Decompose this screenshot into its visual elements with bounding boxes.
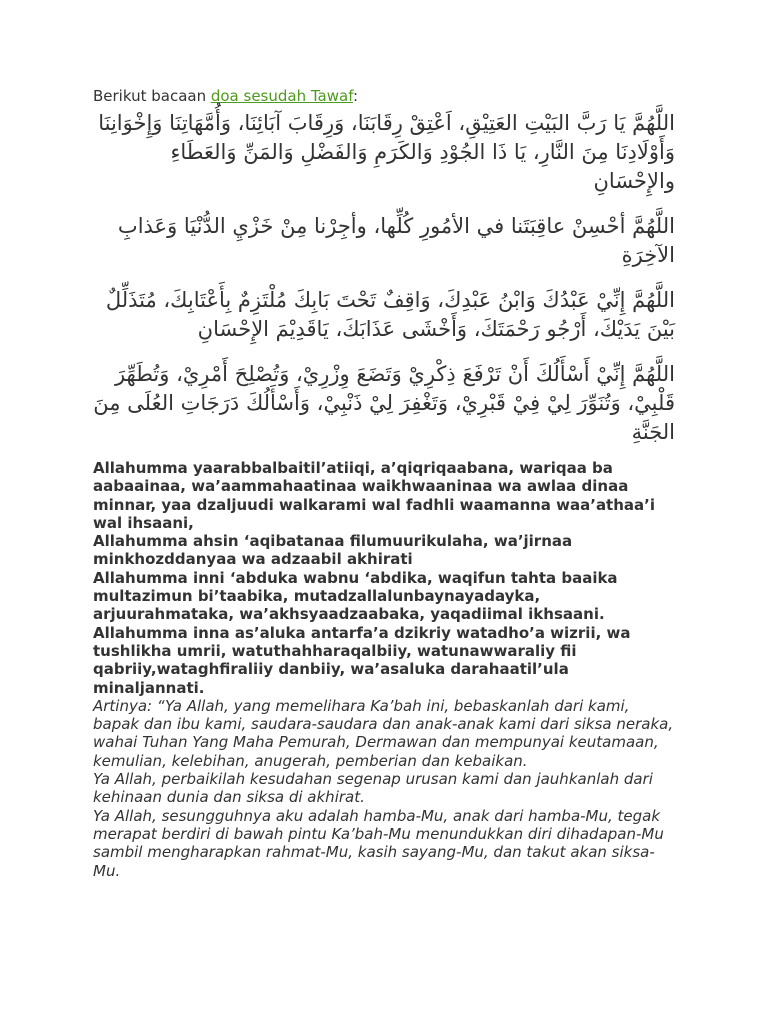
arabic-prayer-2: اللَّهُمَّ أحْسِنْ عاقِبَتَنا في الأمُورِ كُلِّها، وأجِرْنا مِنْ خَزْيِ الدُّنْيَا وَعَذابِ الآخِرَةِ (117, 214, 675, 267)
translation-3: Ya Allah, sesungguhnya aku adalah hamba-Mu, anak dari hamba-Mu, tegak merapat berdiri di bawah pintu Ka’bah-Mu menundukkan diri dihadapan-Mu sambil mengharapkan rahmat-Mu, kasih sayang-Mu, dan takut akan siksa-Mu. (93, 806, 664, 880)
transliteration-2: Allahumma ahsin ‘aqibatanaa filumuurikulaha, wa’jirnaa minkhozddanyaa wa adzaabil akhirati (93, 532, 573, 569)
translation-block (93, 697, 675, 880)
translation-1: Artinya: “Ya Allah, yang memelihara Ka’bah ini, bebaskanlah dari kami, bapak dan ibu kami, saudara-saudara dan anak-anak kami dari siksa neraka, wahai Tuhan Yang Maha Pemurah, Dermawan dan mempunyai keutamaan, kemulian, kelebihan, anugerah, pemberian dan kebaikan. (93, 696, 674, 770)
transliteration-4: Allahumma inna as’aluka antarfa’a dzikriy watadho’a wizrii, wa tushlikha umrii, watuthahharaqalbiiy, watunawwaraliy fii qabriiy,wataghfiraliiy danbiiy, wa’asaluka darahaatil’ula minaljannati. (93, 623, 631, 697)
arabic-prayer-4: اللَّهُمَّ إِنِّيْ أَسْأَلُكَ أَنْ تَرْفَعَ ذِكْرِيْ وَتَضَعَ وِزْرِيْ، وَتُصْلِحَ أَمْرِيْ، وَتُطَهِّرَ قَلْبِيْ، وَتُنَوِّرَ لِيْ فِيْ قَبْرِيْ، وَتَغْفِرَ لِيْ ذَنْبِيْ، وَأَسْأَلُكَ دَرَجَاتِ العُلَى مِنَ الجَنَّةِ (93, 362, 675, 444)
translation-2: Ya Allah, perbaikilah kesudahan segenap urusan kami dan jauhkanlah dari kehinaan dunia dan siksa di akhirat. (93, 770, 653, 807)
arabic-prayer-1: اللَّهُمَّ يَا رَبَّ البَيْتِ العَتِيْقِ، اَعْتِقْ رِقَابَنَا، وَرِقَابَ آبَائِنَا، وَأُمَّهَاتِنَا وَإِخْوَانِنَا وَأَوْلَادِنَا مِنَ النَّارِ، يَا ذَا الجُوْدِ وَالكَرَمِ وَالفَضْلِ وَالمَنِّ وَالعَطَاءِ والإِحْسَانِ (98, 111, 675, 193)
transliteration-3: Allahumma inni ‘abduka wabnu ‘abdika, waqifun tahta baaika multazimun bi’taabika, mutadzallalunbaynayadayka, arjuurahmataka, wa’akhsyaadzaabaka, yaqadiimal ikhsaani. (93, 568, 618, 624)
doa-sesudah-tawaf-link[interactable]: doa sesudah Tawaf (210, 87, 353, 105)
arabic-prayer-3: اللَّهُمَّ إِنِّيْ عَبْدُكَ وَابْنُ عَبْدِكَ، وَاقِفٌ تَحْتَ بَابِكَ مُلْتَزِمٌ بِأَعْتَابِكَ، مُتَذَلِّلٌ بَيْنَ يَدَيْكَ، أَرْجُو رَحْمَتَكَ، وَأَخْشَى عَذَابَكَ، يَاقَدِيْمَ الإِحْسَانِ (105, 288, 675, 341)
intro-prefix: Berikut bacaan (93, 87, 211, 105)
intro-suffix: : (352, 87, 359, 105)
transliteration-block (93, 459, 675, 697)
document-body (93, 85, 675, 880)
intro-line (93, 85, 675, 107)
transliteration-1: Allahumma yaarabbalbaitil’atiiqi, a’qiqriqaabana, wariqaa ba aabaainaa, wa’aammahaatinaa waikhwaaninaa wa awlaa dinaa minnar, yaa dzaljuudi walkarami wal fadhli waamanna waa’athaa’i wal ihsaani, (93, 459, 655, 532)
